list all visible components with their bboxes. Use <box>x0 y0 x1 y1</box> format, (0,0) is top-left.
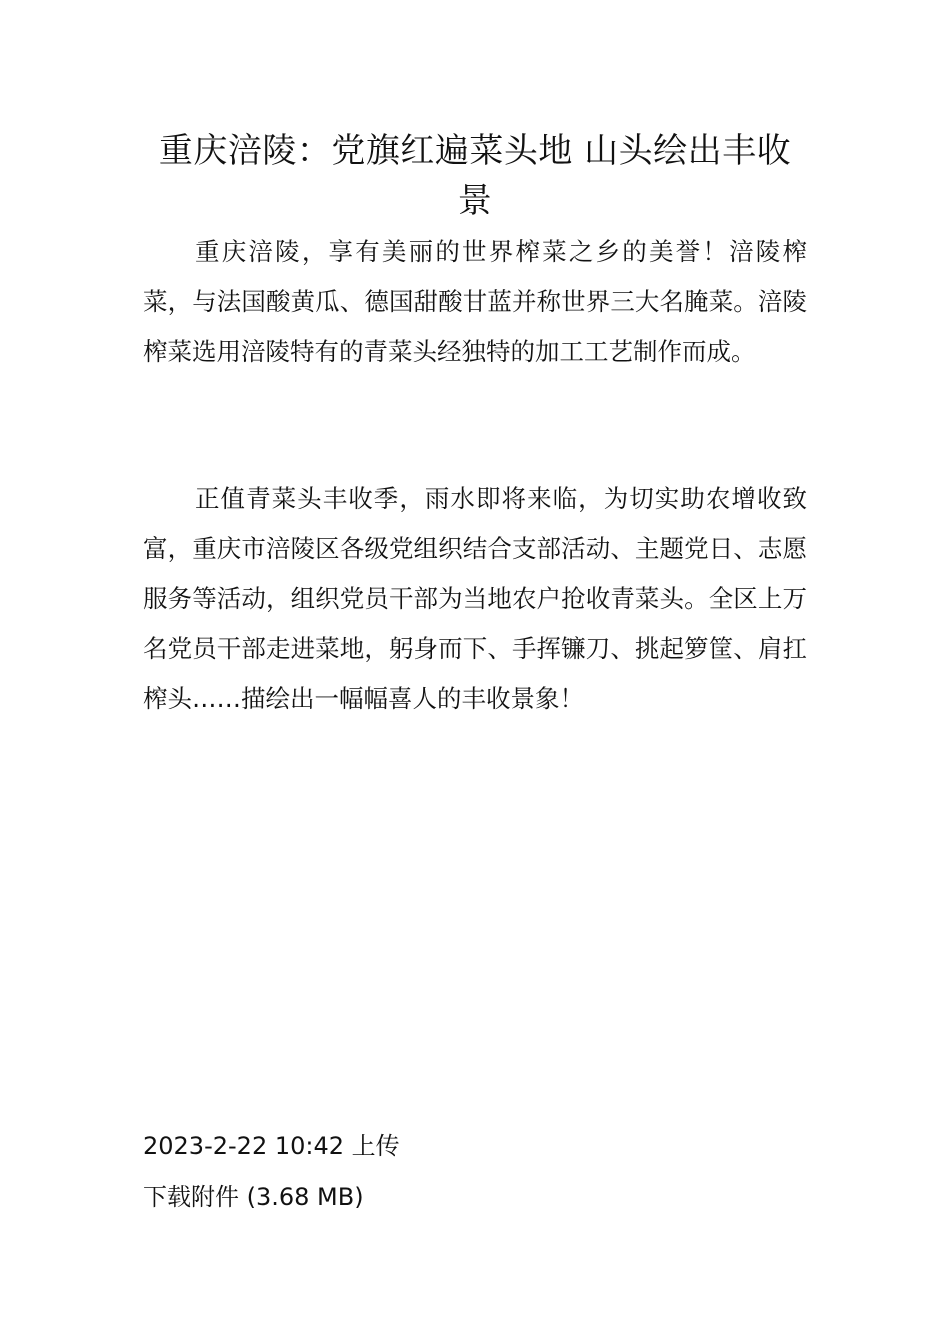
article-paragraph-1: 重庆涪陵，享有美丽的世界榨菜之乡的美誉！涪陵榨菜，与法国酸黄瓜、德国甜酸甘蓝并称世界三大名腌菜。涪陵榨菜选用涪陵特有的青菜头经独特的加工工艺制作而成。 <box>143 237 807 366</box>
article-paragraph-2: 正值青菜头丰收季，雨水即将来临，为切实助农增收致富，重庆市涪陵区各级党组织结合支部活动、主题党日、志愿服务等活动，组织党员干部为当地农户抢收青菜头。全区上万名党员干部走进菜地，躬身而下、手挥镰刀、挑起箩筐、肩扛榨头……描绘出一幅幅喜人的丰收景象！ <box>143 484 807 713</box>
download-attachment-link[interactable]: 下载附件 (3.68 MB) <box>143 1183 364 1211</box>
upload-timestamp: 2023-2-22 10:42 上传 <box>143 1132 400 1160</box>
article-title: 重庆涪陵：党旗红遍菜头地 山头绘出丰收景 <box>158 131 792 221</box>
